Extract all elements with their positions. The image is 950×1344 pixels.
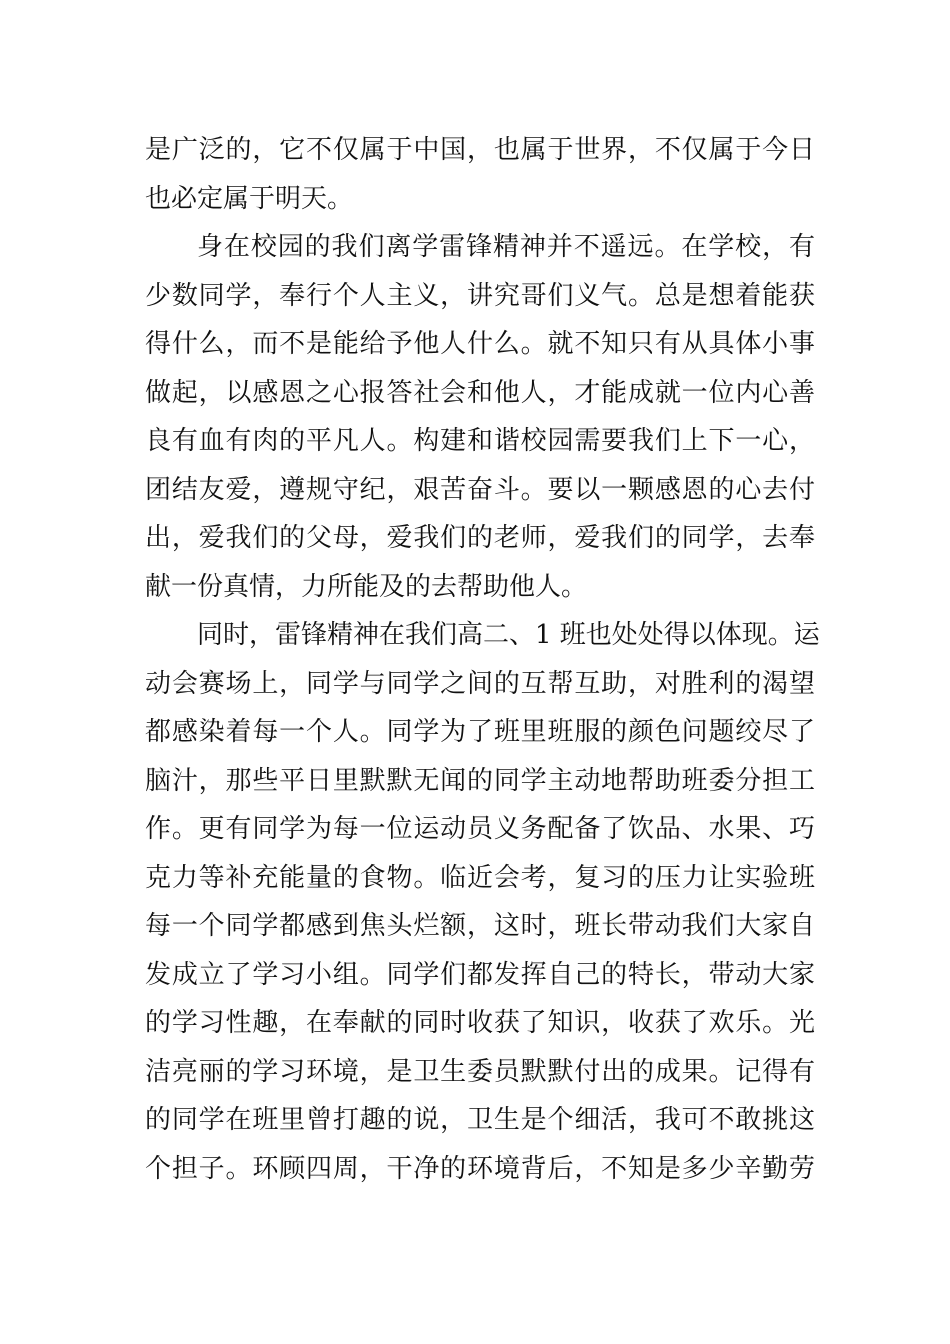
text-line: 团结友爱，遵规守纪，艰苦奋斗。要以一颗感恩的心去付 [145,474,815,505]
text-line: 少数同学，奉行个人主义，讲究哥们义气。总是想着能获 [145,280,815,311]
text-line: 动会赛场上，同学与同学之间的互帮互助，对胜利的渴望 [145,668,815,699]
text-line: 个担子。环顾四周，干净的环境背后，不知是多少辛勤劳 [145,1153,815,1184]
text-line: 的学习性趣，在奉献的同时收获了知识，收获了欢乐。光 [145,1008,815,1038]
text-line: 献一份真情，力所能及的去帮助他人。 [145,571,588,602]
text-line: 作。更有同学为每一位运动员义务配备了饮品、水果、巧 [145,814,815,844]
text-line: 脑汁，那些平日里默默无闻的同学主动地帮助班委分担工 [145,765,815,796]
text-line: 良有血有肉的平凡人。构建和谐校园需要我们上下一心， [145,426,815,456]
text-line: 克力等补充能量的食物。临近会考，复习的压力让实验班 [145,862,815,893]
text-line: 出，爱我们的父母，爱我们的老师，爱我们的同学，去奉 [145,523,815,553]
text-line: 得什么，而不是能给予他人什么。就不知只有从具体小事 [145,329,815,359]
text-line: 都感染着每一个人。同学为了班里班服的颜色问题绞尽了 [145,717,815,747]
text-line: 身在校园的我们离学雷锋精神并不遥远。在学校，有 [197,232,815,262]
text-line: 做起，以感恩之心报答社会和他人，才能成就一位内心善 [145,377,815,408]
text-line: 发成立了学习小组。同学们都发挥自己的特长，带动大家 [145,959,815,990]
text-line: 每一个同学都感到焦头烂额，这时，班长带动我们大家自 [145,911,815,941]
body-text [145,126,820,1193]
text-line: 也必定属于明天。 [145,183,354,214]
text-line: 的同学在班里曾打趣的说，卫生是个细活，我可不敢挑这 [145,1105,815,1135]
text-line: 同时，雷锋精神在我们高二、1 班也处处得以体现。运 [197,620,820,650]
text-line: 洁亮丽的学习环境，是卫生委员默默付出的成果。记得有 [145,1056,815,1087]
text-line: 是广泛的，它不仅属于中国，也属于世界，不仅属于今日 [145,135,815,165]
